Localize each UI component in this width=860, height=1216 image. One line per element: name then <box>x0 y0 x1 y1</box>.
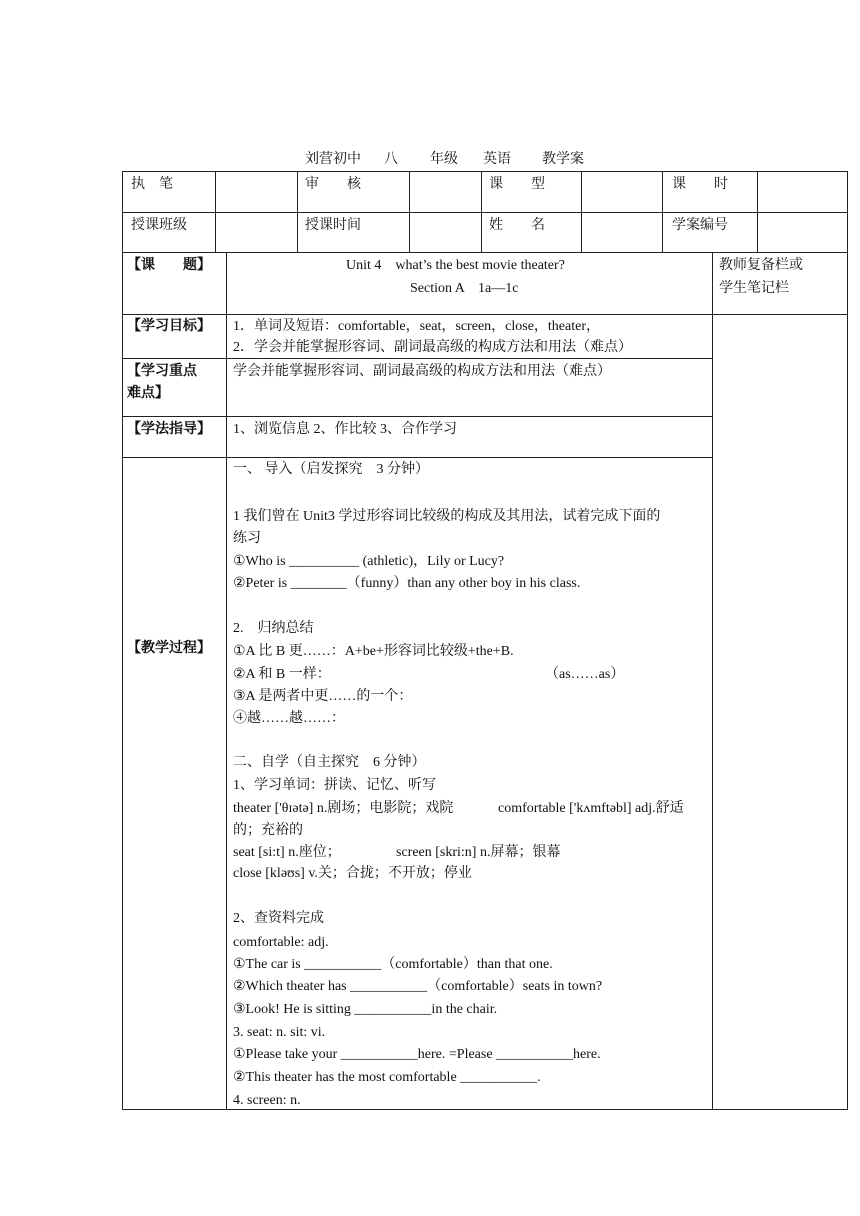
process-line: ①Who is __________ (athletic)，Lily or Lucy? <box>233 554 505 569</box>
table-row-line <box>122 457 712 458</box>
table-row-line <box>122 416 712 417</box>
process-line: 一、 导入（启发探究 3 分钟） <box>233 462 429 477</box>
as-hint: （as……as） <box>545 667 625 682</box>
header-grade-num: 八 <box>384 152 398 167</box>
topic-unit: Unit 4 what’s the best movie theater? <box>346 258 565 273</box>
header-school: 刘营初中 <box>305 152 361 167</box>
label-author: 执 笔 <box>131 177 173 192</box>
header-doc-type: 教学案 <box>542 152 584 167</box>
table-col-line <box>581 171 582 253</box>
label-key-points-1: 【学习重点 <box>127 364 197 379</box>
process-line: 的；充裕的 <box>233 823 303 838</box>
process-line: ①A 比 B 更……：A+be+形容词比较级+the+B. <box>233 644 514 659</box>
process-line: 1 我们曾在 Unit3 学过形容词比较级的构成及其用法，试着完成下面的 <box>233 509 661 524</box>
label-goals: 【学习目标】 <box>127 319 211 334</box>
label-name: 姓 名 <box>489 218 545 233</box>
process-line: ③A 是两者中更……的一个： <box>233 689 413 704</box>
table-row-line <box>122 252 848 253</box>
table-row-line <box>122 212 848 213</box>
goals-line-2: 2．学会并能掌握形容词、副词最高级的构成方法和用法（难点） <box>233 340 632 355</box>
process-line: ②A 和 B 一样： <box>233 667 331 682</box>
process-line: theater ['θɪətə] n.剧场；电影院；戏院 <box>233 801 454 816</box>
process-line: ②Peter is ________（funny）than any other boy in his class. <box>233 576 581 591</box>
notes-column-title-1: 教师复备栏或 <box>719 258 803 273</box>
table-border-bottom <box>122 1109 848 1110</box>
notes-column-title-2: 学生笔记栏 <box>719 281 789 296</box>
table-border-top <box>122 171 848 172</box>
process-line: ②This theater has the most comfortable ___________. <box>233 1070 541 1085</box>
table-col-line <box>757 171 758 253</box>
label-key-points-2: 难点】 <box>127 386 169 401</box>
table-col-line <box>662 171 663 253</box>
process-line: ③Look! He is sitting ___________in the chair. <box>233 1002 498 1017</box>
header-grade-unit: 年级 <box>430 152 458 167</box>
label-class: 授课班级 <box>131 218 187 233</box>
table-border-right <box>847 171 848 1110</box>
process-line: 4. screen: n. <box>233 1093 301 1108</box>
process-line: ②Which theater has ___________（comfortable）seats in town? <box>233 979 603 994</box>
comfortable-def: comfortable ['kʌmftəbl] adj.舒适 <box>498 801 684 816</box>
table-col-line <box>712 252 713 1110</box>
process-line: ④越……越……： <box>233 711 345 726</box>
label-lesson-type: 课 型 <box>489 177 545 192</box>
table-col-line <box>409 171 410 253</box>
table-col-line <box>215 171 216 253</box>
label-time: 授课时间 <box>305 218 361 233</box>
table-row-line <box>122 314 848 315</box>
process-line: 二、自学（自主探究 6 分钟） <box>233 755 426 770</box>
process-line: ①Please take your ___________here. =Please ___________here. <box>233 1047 601 1062</box>
table-border-left <box>122 171 123 1110</box>
label-method: 【学法指导】 <box>127 422 211 437</box>
label-plan-number: 学案编号 <box>672 218 728 233</box>
topic-section: Section A 1a—1c <box>410 281 519 296</box>
method-text: 1、浏览信息 2、作比较 3、合作学习 <box>233 422 457 437</box>
table-row-line <box>122 358 712 359</box>
process-line: comfortable: adj. <box>233 935 329 950</box>
process-line: 3. seat: n. sit: vi. <box>233 1025 326 1040</box>
table-col-line <box>297 171 298 253</box>
table-col-line <box>226 252 227 1110</box>
label-lesson-hours: 课 时 <box>672 177 728 192</box>
process-line: 1、学习单词：拼读、记忆、听写 <box>233 778 436 793</box>
table-col-line <box>481 171 482 253</box>
label-reviewer: 审 核 <box>305 177 361 192</box>
process-line: seat [si:t] n.座位； <box>233 845 341 860</box>
header-subject: 英语 <box>483 152 511 167</box>
process-line: 2、查资料完成 <box>233 911 324 926</box>
goals-line-1: 1．单词及短语：comfortable，seat，screen，close，theater， <box>233 319 601 334</box>
label-process: 【教学过程】 <box>127 641 211 656</box>
key-points-text: 学会并能掌握形容词、副词最高级的构成方法和用法（难点） <box>233 364 611 379</box>
screen-def: screen [skri:n] n.屏幕；银幕 <box>396 845 561 860</box>
process-line: close [kləʊs] v.关；合拢；不开放；停业 <box>233 866 472 881</box>
process-line: 练习 <box>233 531 261 546</box>
process-line: ①The car is ___________（comfortable）than that one. <box>233 957 553 972</box>
label-topic: 【课 题】 <box>127 258 211 273</box>
process-line: 2. 归纳总结 <box>233 621 314 636</box>
